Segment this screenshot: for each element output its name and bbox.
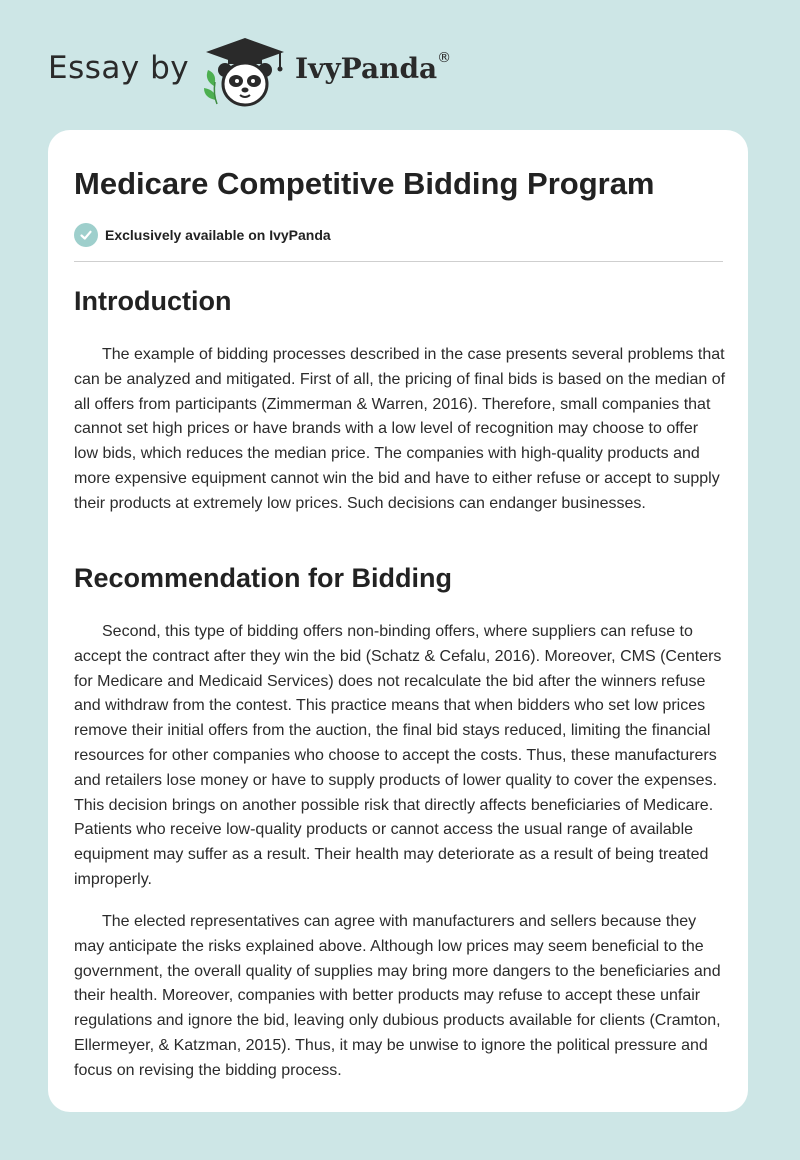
- essay-by-label: Essay by: [48, 50, 190, 86]
- paragraph-introduction-1: The example of bidding processes described in the case presents several problems that can be analyzed and mitigated. First of all, the pricing of final bids is based on the median of all offers from participants (Zimmerman & Warren, 2016). Therefore, small companies that cannot set high prices or have brands with a low level of recognition may choose to offer low bids, which reduces the median price. The companies with high-quality products and more expensive equipment cannot win the bid and have to either refuse or accept to supply their products at extremely low prices. Such decisions can endanger businesses.: [74, 346, 726, 512]
- brand-name[interactable]: IvyPanda®: [295, 50, 452, 85]
- divider: [74, 261, 723, 262]
- site-header: [0, 0, 800, 130]
- section-heading-recommendation: Recommendation for Bidding: [74, 563, 452, 593]
- exclusive-label: Exclusively available on IvyPanda: [105, 227, 331, 243]
- section-heading-introduction: Introduction: [74, 286, 232, 316]
- check-icon: [74, 223, 98, 247]
- paragraph-recommendation-1: Second, this type of bidding offers non-binding offers, where suppliers can refuse to accept the contract after they win the bid (Schatz & Cefalu, 2016). Moreover, CMS (Centers for Medicare and Medicaid Services) does not recalculate the bid after the winners refuse and withdraw from the contest. This practice means that when bidders who set low prices remove their initial offers from the auction, the final bid stays reduced, limiting the financial resources for other companies who choose to accept the costs. Thus, these manufacturers and retailers lose money or have to supply products of lower quality to cover the expenses. This decision brings on another possible risk that directly affects beneficiaries of Medicare. Patients who receive low-quality products or cannot access the usual range of available equipment may suffer as a result. Their health may deteriorate as a result of being treated improperly.: [74, 623, 722, 888]
- ivypanda-logo-icon[interactable]: [200, 36, 290, 108]
- article-title: Medicare Competitive Bidding Program: [74, 166, 655, 201]
- paragraph-recommendation-2: The elected representatives can agree with manufacturers and sellers because they may anticipate the risks explained above. Although low prices may seem beneficial to the government, the overall quality of supplies may bring more dangers to the beneficiaries and their health. Moreover, companies with better products may refuse to accept these unfair regulations and ignore the bid, leaving only dubious products available for clients (Cramton, Ellermeyer, & Katzman, 2015). Thus, it may be unwise to ignore the political pressure and focus on revising the bidding process.: [74, 913, 721, 1079]
- exclusive-badge: [74, 223, 331, 247]
- article-card: [48, 130, 748, 1112]
- registered-mark: ®: [437, 50, 452, 66]
